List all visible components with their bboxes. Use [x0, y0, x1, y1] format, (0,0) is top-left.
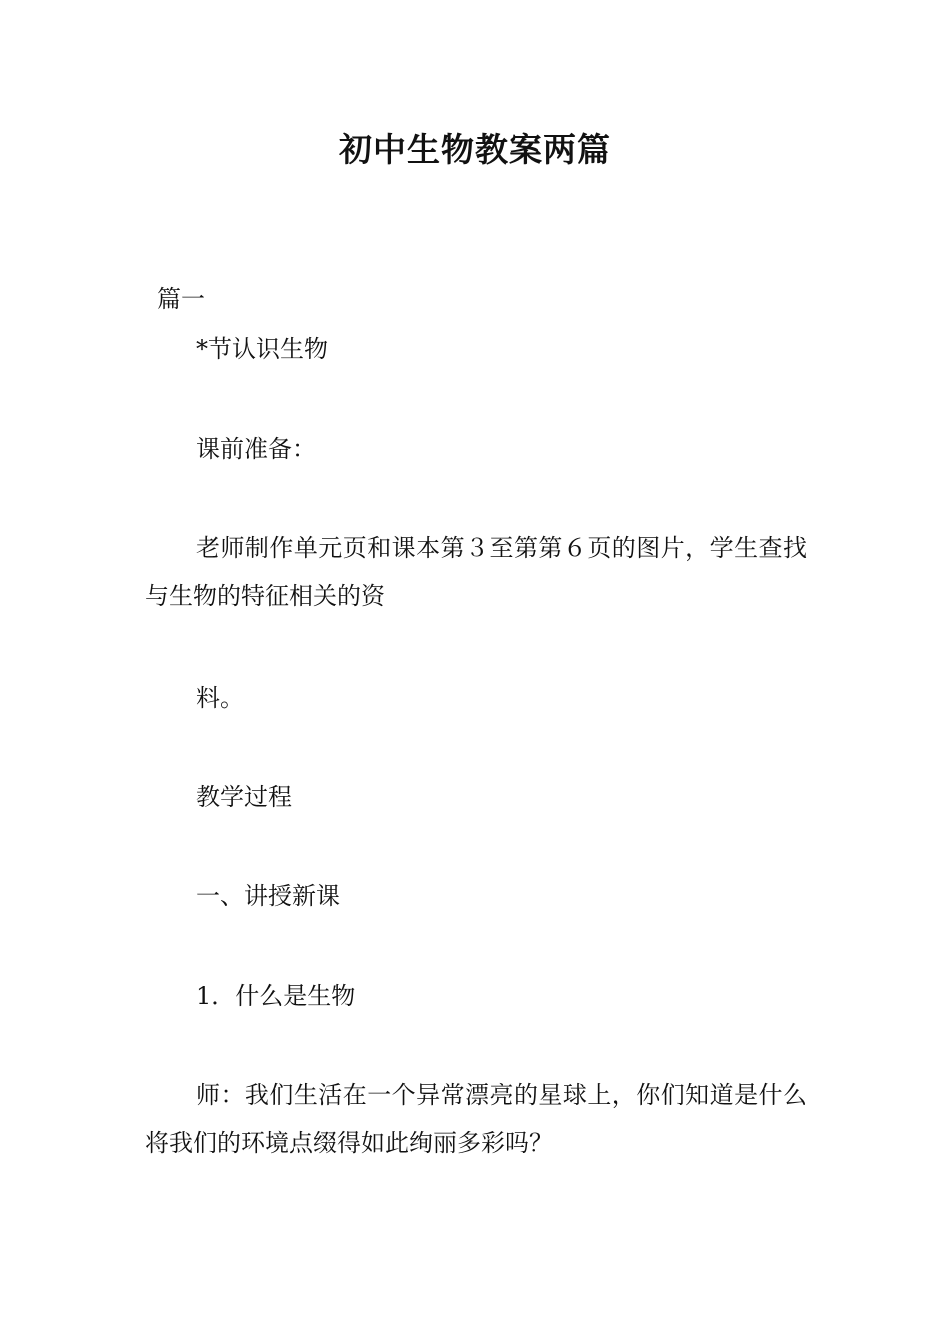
teacher-paragraph: 师：我们生活在一个异常漂亮的星球上，你们知道是什么将我们的环境点缀得如此绚丽多彩吗？ — [145, 1081, 807, 1157]
subsection-heading: 1．什么是生物 — [196, 982, 356, 1010]
lesson-title: *节认识生物 — [196, 335, 328, 363]
document-title: 初中生物教案两篇 — [339, 130, 611, 169]
prep-paragraph-end: 料。 — [196, 684, 244, 712]
part-one-heading: 一、讲授新课 — [196, 882, 340, 910]
prep-heading: 课前准备： — [196, 435, 316, 463]
process-heading: 教学过程 — [196, 783, 292, 811]
prep-paragraph: 老师制作单元页和课本第３至第第６页的图片，学生查找与生物的特征相关的资 — [145, 534, 807, 610]
section-label: 篇一 — [157, 285, 205, 313]
